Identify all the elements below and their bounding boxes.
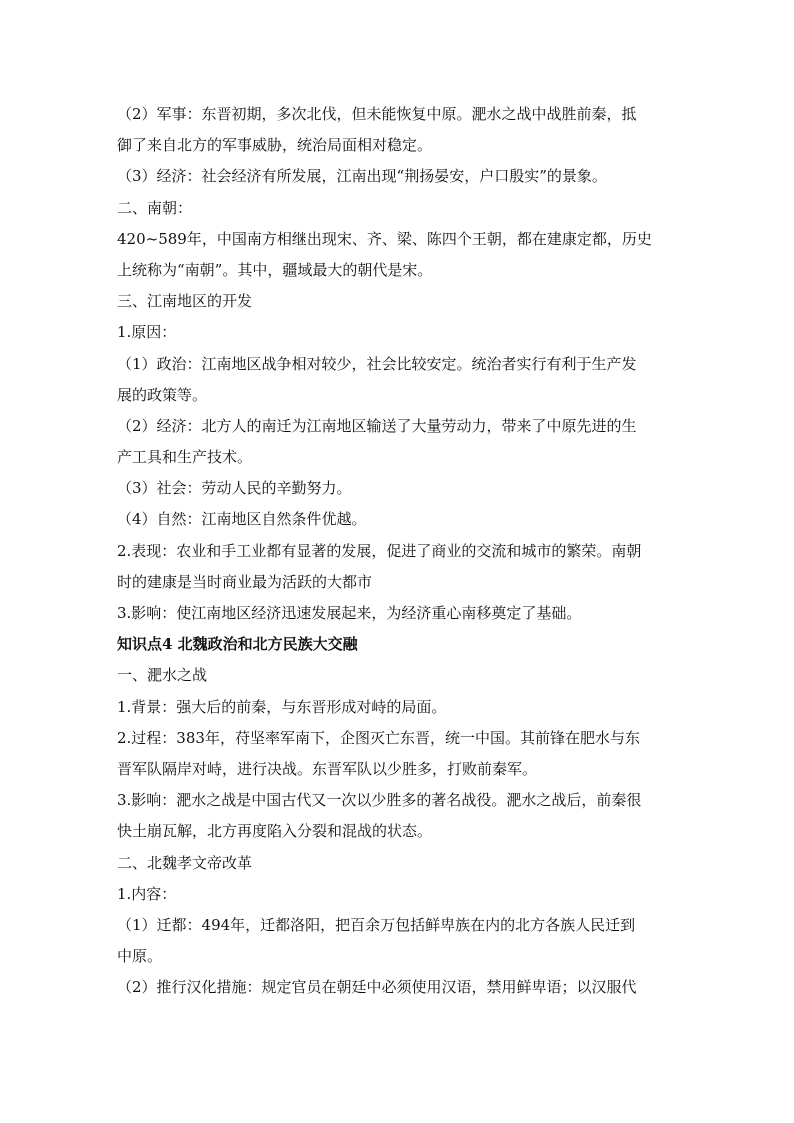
text-line: 展的政策等。: [117, 385, 208, 404]
text-line: 3.影响：使江南地区经济迅速发展起来，为经济重心南移奠定了基础。: [117, 604, 582, 622]
section-heading: 二、南朝：: [117, 198, 193, 217]
text-line: （2）军事：东晋初期，多次北伐，但未能恢复中原。淝水之战中战胜前秦，抵: [117, 105, 637, 123]
text-line: 2.过程：383年，苻坚率军南下，企图灭亡东晋，统一中国。其前锋在肥水与东: [117, 728, 640, 747]
text-line: （4）自然：江南地区自然条件优越。: [117, 510, 367, 529]
text-line: 2.表现：农业和手工业都有显著的发展，促进了商业的交流和城市的繁荣。南朝: [117, 541, 642, 560]
section-heading: 二、北魏孝文帝改革: [117, 853, 253, 872]
text-line: 快土崩瓦解，北方再度陷入分裂和混战的状态。: [117, 822, 433, 841]
text-line: 产工具和生产技术。: [117, 448, 253, 467]
text-line: 1.背景：强大后的前秦，与东晋形成对峙的局面。: [117, 697, 447, 716]
text-line: （3）经济：社会经济有所发展，江南出现“荆扬晏安，户口殷实”的景象。: [117, 167, 607, 186]
text-line: 3.影响：淝水之战是中国古代又一次以少胜多的著名战役。淝水之战后，前秦很: [117, 791, 642, 810]
section-heading: 一、淝水之战: [117, 666, 208, 685]
text-line: 1.内容：: [117, 884, 177, 903]
text-line: 420~589年，中国南方相继出现宋、齐、梁、陈四个王朝，都在建康定都，历史: [117, 229, 652, 248]
text-line: 1.原因：: [117, 323, 177, 342]
section-heading: 三、江南地区的开发: [117, 292, 253, 311]
text-line: 晋军队隔岸对峙，进行决战。东晋军队以少胜多，打败前秦军。: [117, 759, 538, 778]
text-line: （1）迁都：494年，迁都洛阳，把百余万包括鲜卑族在内的北方各族人民迁到: [117, 915, 636, 934]
text-line: （2）经济：北方人的南迁为江南地区输送了大量劳动力，带来了中原先进的生: [117, 416, 637, 435]
text-line: （1）政治：江南地区战争相对较少，社会比较安定。统治者实行有利于生产发: [117, 354, 637, 373]
text-line: 上统称为“南朝”。其中，疆域最大的朝代是宋。: [117, 260, 433, 279]
text-line: 时的建康是当时商业最为活跃的大都市: [117, 572, 373, 591]
knowledge-point-heading: 知识点4 北魏政治和北方民族大交融: [117, 635, 358, 654]
text-line: （3）社会：劳动人民的辛勤努力。: [117, 479, 352, 498]
text-line: （2）推行汉化措施：规定官员在朝廷中必须使用汉语，禁用鲜卑语；以汉服代: [117, 978, 637, 997]
text-line: 中原。: [117, 947, 163, 966]
text-line: 御了来自北方的军事威胁，统治局面相对稳定。: [117, 136, 433, 155]
